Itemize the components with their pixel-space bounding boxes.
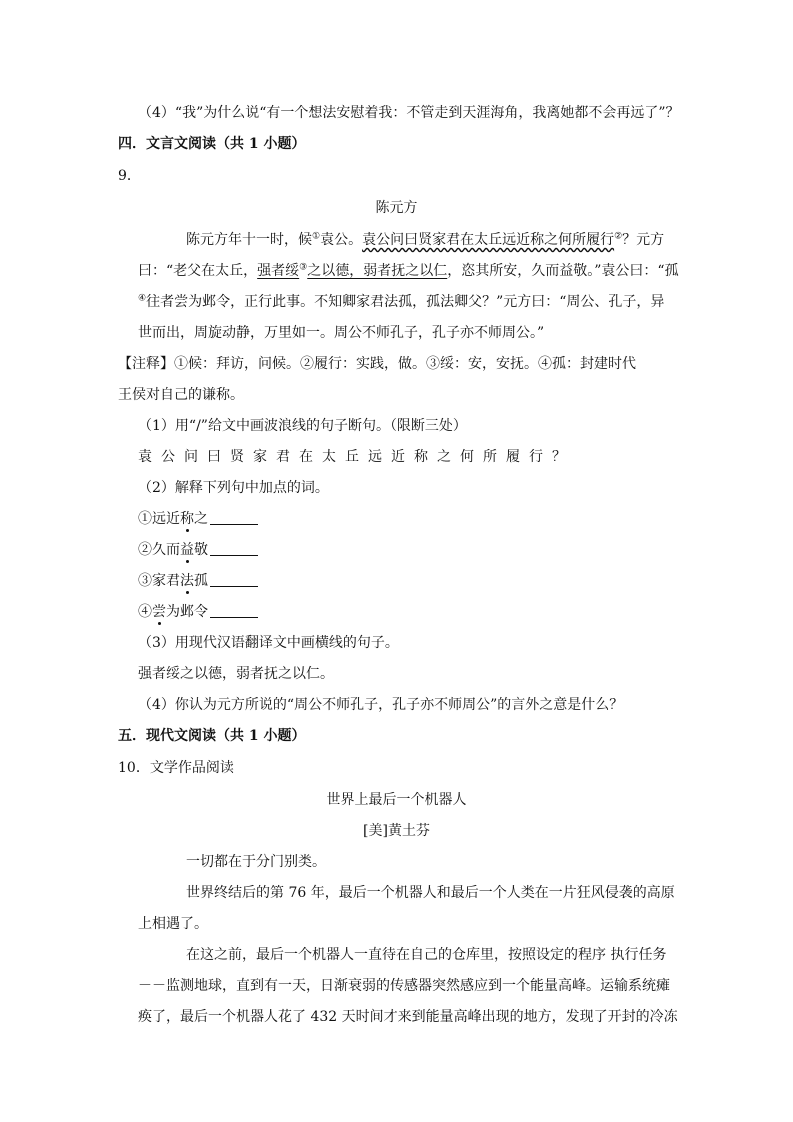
note-line-1: 【注释】①候：拜访，问候。②履行：实践，做。③绥：安，安抚。④孤：封建时代 xyxy=(118,356,636,372)
section-4-heading: 四．文言文阅读（共 1 小题） xyxy=(118,136,306,152)
question-8-4: （4）“我”为什么说“有一个想法安慰着我：不管走到天涯海角，我离她都不会再远了”？ xyxy=(138,105,680,121)
story-title: 世界上最后一个机器人 xyxy=(326,792,467,808)
question-9-1-sentence: 袁公问曰贤家君在太丘远近称之何所履行？ xyxy=(138,449,575,465)
list-item xyxy=(138,572,258,590)
passage-text: 往者尝为邺令，正行此事。不知卿家君法孤，孤法卿父？”元方曰：“周公、孔子，异 xyxy=(146,294,665,310)
list-item xyxy=(138,510,258,528)
passage-text: ，恣其所安，久而益敬。”袁公曰：“孤 xyxy=(447,263,679,279)
item-text: 之 xyxy=(194,511,208,527)
story-paragraph: 世界终结后的第 76 年，最后一个机器人和最后一个人类在一片狂风侵袭的高原 xyxy=(186,885,675,901)
story-paragraph: 痪了，最后一个机器人花了 432 天时间才来到能量高峰出现的地方，发现了开封的冷冻 xyxy=(138,1009,678,1025)
dotted-word: 尝 xyxy=(152,604,166,620)
question-9-3-sentence: 强者绥之以德，弱者抚之以仁。 xyxy=(138,666,334,682)
note-line-2: 王侯对自己的谦称。 xyxy=(118,387,244,403)
passage-title: 陈元方 xyxy=(375,200,418,216)
story-paragraph: 一切都在于分门别类。 xyxy=(186,854,326,870)
passage-line-4: 世而出，周旋动静，万里如一。周公不师孔子，孔子亦不师周公。” xyxy=(138,325,545,341)
item-text: ④ xyxy=(138,604,152,620)
item-text: 为邺令 xyxy=(166,604,208,620)
answer-blank[interactable] xyxy=(210,603,258,618)
section-5-heading: 五．现代文阅读（共 1 小题） xyxy=(118,728,306,744)
passage-line-2 xyxy=(138,262,679,280)
footnote-marker: ③ xyxy=(299,262,308,273)
passage-line-1 xyxy=(186,231,664,249)
underlined-sentence: 之以德，弱者抚之以仁 xyxy=(307,263,448,279)
footnote-marker: ④ xyxy=(138,293,147,304)
answer-blank[interactable] xyxy=(210,541,258,556)
wavy-underlined-sentence: 袁公问曰贤家君在太丘远近称之何所履行 xyxy=(362,232,615,248)
passage-text: 曰：“老父在太丘， xyxy=(138,263,258,279)
item-text: ①远近 xyxy=(138,511,180,527)
question-9-number: 9． xyxy=(118,168,141,184)
story-paragraph: 在这之前，最后一个机器人一直待在自己的仓库里，按照设定的程序 执行任务 xyxy=(186,947,667,963)
item-text: 敬 xyxy=(194,542,208,558)
dotted-word: 益 xyxy=(180,542,194,558)
footnote-marker: ① xyxy=(312,231,321,242)
question-9-3: （3）用现代汉语翻译文中画横线的句子。 xyxy=(138,635,399,651)
story-paragraph: 上相遇了。 xyxy=(138,916,208,932)
story-author: [美]黄土芬 xyxy=(363,823,430,839)
passage-line-3 xyxy=(138,293,664,311)
question-9-1: （1）用“/”给文中画波浪线的句子断句。（限断三处） xyxy=(138,418,467,434)
question-10-number: 10．文学作品阅读 xyxy=(118,760,234,776)
story-paragraph: －－监测地球，直到有一天，日渐衰弱的传感器突然感应到一个能量高峰。运输系统瘫 xyxy=(138,978,670,994)
answer-blank[interactable] xyxy=(210,510,258,525)
question-9-2: （2）解释下列句中加点的词。 xyxy=(138,480,329,496)
passage-text: 陈元方年十一时，候 xyxy=(186,232,312,248)
question-9-4: （4）你认为元方所说的“周公不师孔子，孔子亦不师周公”的言外之意是什么？ xyxy=(138,697,624,713)
dotted-word: 称 xyxy=(180,511,194,527)
dotted-word: 法 xyxy=(180,573,194,589)
item-text: ②久而 xyxy=(138,542,180,558)
passage-text: 袁公。 xyxy=(320,232,363,248)
answer-blank[interactable] xyxy=(210,572,258,587)
list-item xyxy=(138,603,258,621)
footnote-marker: ② xyxy=(614,231,623,242)
item-text: ③家君 xyxy=(138,573,180,589)
passage-text: ？元方 xyxy=(622,232,665,248)
item-text: 孤 xyxy=(194,573,208,589)
underlined-sentence: 强者绥 xyxy=(257,263,300,279)
list-item xyxy=(138,541,258,559)
